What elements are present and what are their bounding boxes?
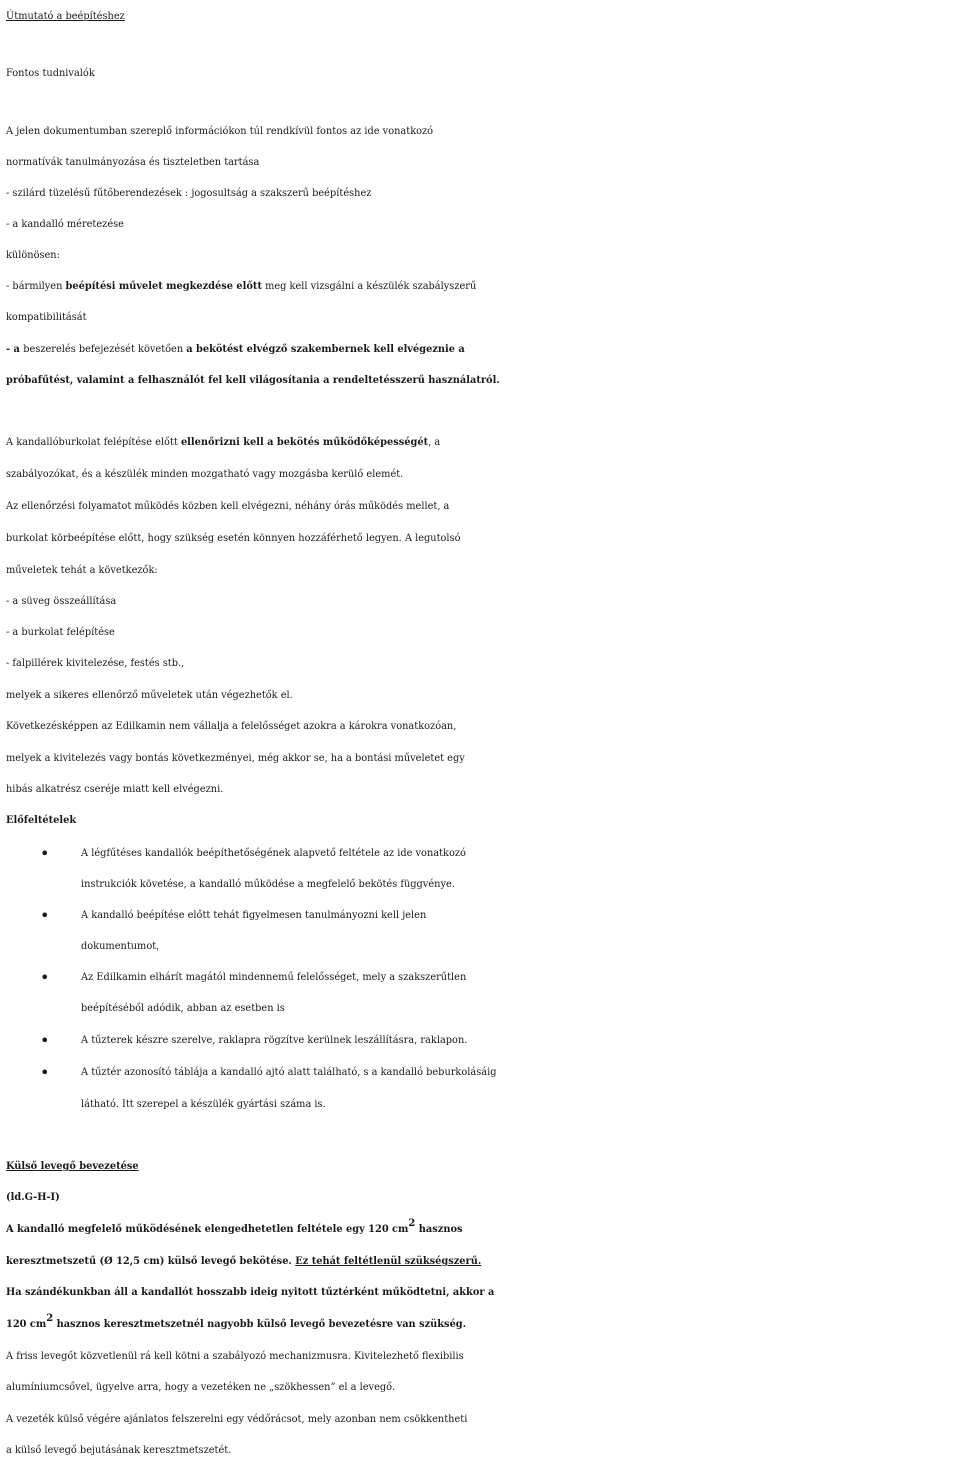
air-line-4-sup: 2 — [46, 1313, 54, 1324]
air-line-6: alumíniumcsővel, ügyelve arra, hogy a vezetéken ne „szökhessen” el a levegő. — [6, 1382, 396, 1393]
intro-line-6-c: meg kell vizsgálni a készülék szabályszerű — [261, 281, 477, 292]
check-line-1 — [6, 427, 960, 459]
prereq-item-3-line-2: beépítéséből adódik, abban az esetben is — [81, 1003, 285, 1014]
check-line-6: - a süveg összeállítása — [6, 596, 117, 607]
intro-line-2: normatívák tanulmányozása és tiszteletben tartása — [6, 157, 260, 168]
air-line-4-b: hasznos keresztmetszetnél nagyobb külső levegő bevezetésre van szükség. — [53, 1319, 467, 1330]
air-line-8: a külső levegő bejutásának keresztmetszetét. — [6, 1445, 232, 1456]
prereq-item-2-line-2: dokumentumot, — [81, 941, 160, 952]
intro-line-7: kompatibilitását — [6, 312, 87, 323]
prereq-item-3-line-1: Az Edilkamin elhárít magától mindennemű felelősséget, mely a szakszerűtlen — [81, 972, 467, 983]
bullet-3: • — [40, 968, 50, 987]
prereq-item-5-line-1: A tűztér azonosító táblája a kandalló ajtó alatt található, s a kandalló beburkolásáig — [81, 1067, 497, 1078]
bullet-5: • — [40, 1063, 50, 1082]
check-line-5: műveletek tehát a következők: — [6, 565, 158, 576]
intro-line-6-bold: beépítési művelet megkezdése előtt — [65, 281, 262, 292]
intro-line-8-a: - a — [6, 344, 24, 355]
intro-line-1: A jelen dokumentumban szereplő információkon túl rendkívül fontos az ide vonatkozó — [6, 126, 434, 137]
check-line-12: hibás alkatrész cseréje miatt kell elvégezni. — [6, 784, 224, 795]
page-title: Útmutató a beépítéshez — [6, 11, 125, 22]
air-line-4-a: 120 cm — [6, 1319, 47, 1330]
bullet-4: • — [40, 1031, 50, 1050]
prereq-item-4-line-1: A tűzterek készre szerelve, raklapra rögzítve kerülnek leszállításra, raklapon. — [81, 1035, 468, 1046]
prereq-item-5-line-2: látható. Itt szerepel a készülék gyártási száma is. — [81, 1099, 326, 1110]
check-line-1-a: A kandallóburkolat felépítése előtt — [6, 437, 181, 448]
subtitle: Fontos tudnivalók — [6, 68, 95, 79]
check-line-2: szabályozókat, és a készülék minden mozgatható vagy mozgásba kerülő elemét. — [6, 469, 404, 480]
check-line-7: - a burkolat felépítése — [6, 627, 115, 638]
air-line-2-underlined: Ez tehát feltétlenül szükségszerű. — [295, 1256, 482, 1267]
check-line-1-bold: ellenőrizni kell a bekötés működőképességét — [180, 437, 429, 448]
prereq-item-1-line-2: instrukciók követése, a kandalló működése a megfelelő bekötés függvénye. — [81, 879, 455, 890]
check-line-11: melyek a kivitelezés vagy bontás következményei, még akkor se, ha a bontási műveletet egy — [6, 753, 465, 764]
intro-line-4: - a kandalló méretezése — [6, 219, 124, 230]
bullet-2: • — [40, 906, 50, 925]
air-line-1-a: A kandalló megfelelő működésének elengedhetetlen feltétele egy 120 cm — [6, 1224, 409, 1235]
air-ref: (ld.G-H-I) — [6, 1192, 60, 1203]
intro-line-6 — [6, 271, 960, 303]
air-line-5: A friss levegőt közvetlenül rá kell kötni a szabályozó mechanizmusra. Kivitelezhető flexibilis — [6, 1351, 464, 1362]
check-line-8: - falpillérek kivitelezése, festés stb., — [6, 658, 185, 669]
intro-line-3: - szilárd tüzelésű fűtőberendezések : jogosultság a szakszerű beépítéshez — [6, 188, 372, 199]
air-line-2 — [6, 1246, 960, 1278]
check-line-4: burkolat körbeépítése előtt, hogy szükség esetén könnyen hozzáférhető legyen. A legutolsó — [6, 533, 461, 544]
prereq-heading: Előfeltételek — [6, 815, 77, 826]
intro-line-8-bold: a bekötést elvégző szakembernek kell elvégeznie a — [186, 344, 465, 355]
air-line-7: A vezeték külső végére ajánlatos felszerelni egy védőrácsot, mely azonban nem csökkentheti — [6, 1414, 468, 1425]
intro-line-8 — [6, 334, 960, 366]
air-line-3: Ha szándékunkban áll a kandallót hosszabb ideig nyitott tűztérként működtetni, akkor a — [6, 1287, 495, 1298]
check-line-10: Következésképpen az Edilkamin nem vállalja a felelősséget azokra a károkra vonatkozóan, — [6, 721, 457, 732]
air-line-1-sup: 2 — [408, 1218, 416, 1229]
check-line-9: melyek a sikeres ellenőrző műveletek után végezhetők el. — [6, 690, 293, 701]
intro-line-5: különösen: — [6, 250, 60, 261]
air-line-2-a: keresztmetszetű (Ø 12,5 cm) külső levegő bekötése. — [6, 1256, 296, 1267]
check-line-1-c: , a — [428, 437, 441, 448]
air-heading: Külső levegő bevezetése — [6, 1161, 139, 1172]
prereq-item-2-line-1: A kandalló beépítése előtt tehát figyelmesen tanulmányozni kell jelen — [81, 910, 427, 921]
air-line-1 — [6, 1214, 960, 1246]
check-line-3: Az ellenőrzési folyamatot működés közben kell elvégezni, néhány órás működés mellet, a — [6, 501, 450, 512]
bullet-1: • — [40, 844, 50, 863]
air-line-1-b: hasznos — [415, 1224, 463, 1235]
air-line-4 — [6, 1309, 960, 1341]
intro-line-9: próbafűtést, valamint a felhasználót fel kell világosítania a rendeltetésszerű használatról. — [6, 375, 500, 386]
prereq-item-1-line-1: A légfűtéses kandallók beépíthetőségének alapvető feltétele az ide vonatkozó — [81, 848, 466, 859]
intro-line-8-b: beszerelés befejezését követően — [23, 344, 187, 355]
intro-line-6-a: - bármilyen — [6, 281, 66, 292]
